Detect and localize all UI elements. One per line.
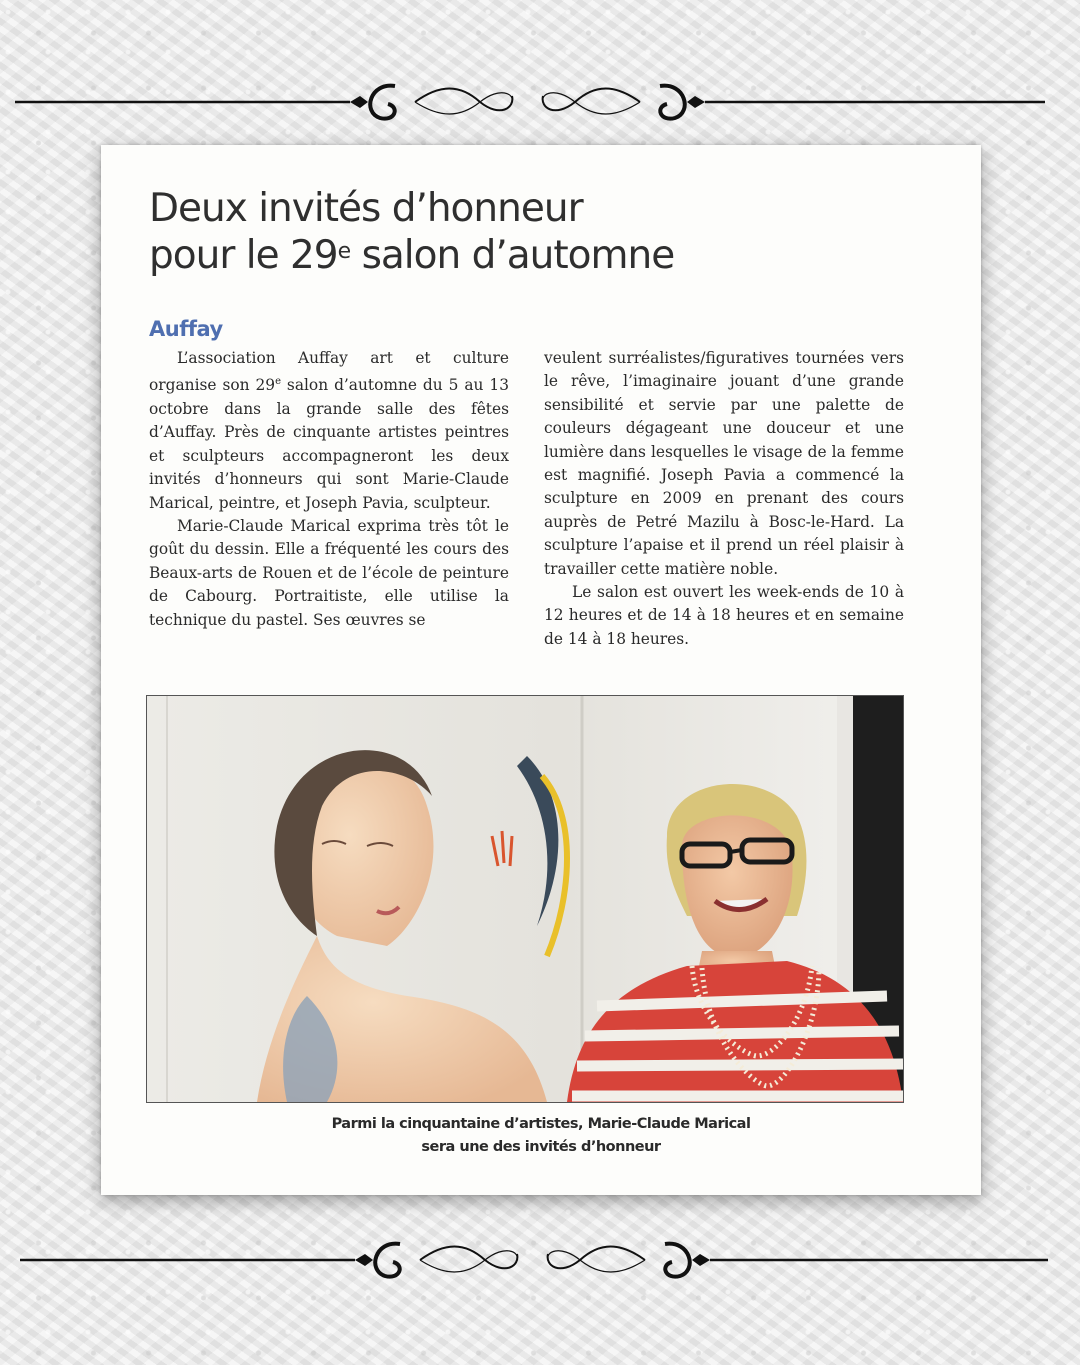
paragraph-1-end: salon d’automne du 5 au 13 octobre dans la grande salle des fêtes d’Auffay. Près de cinquante artistes peintres et sculpteurs accompagneront les deux invités d’honneurs qui sont Marie-Claude Marical, peintre, et Joseph Pavia, sculpteur. [149, 376, 510, 512]
article-column-right [544, 347, 904, 651]
bottom-scroll-ornament-icon [0, 1230, 1080, 1290]
article-paragraph-1 [149, 347, 509, 515]
caption-line-2: sera une des invités d’honneur [421, 1139, 661, 1155]
headline-line-1: Deux invités d’honneur [149, 186, 583, 231]
headline-line-2-start: pour le 29 [149, 233, 338, 278]
article-paragraph-3: Le salon est ouvert les week-ends de 10 à 12 heures et de 14 à 18 heures et en semaine de 14 à 18 heures. [544, 583, 904, 648]
headline-line-2-end: salon d’automne [350, 233, 675, 278]
paragraph-1-superscript: e [275, 376, 281, 388]
top-scroll-ornament-icon [0, 72, 1080, 132]
newspaper-clipping [101, 145, 981, 1195]
article-photo [146, 695, 904, 1103]
headline-superscript: e [337, 239, 351, 264]
article-headline [149, 185, 929, 279]
article-paragraph-2: Marie-Claude Marical exprima très tôt le goût du dessin. Elle a fréquenté les cours des Beaux-arts de Rouen et de l’école de peinture de Cabourg. Portraitiste, elle utilise la technique du pastel. Ses œuvres se [149, 516, 509, 629]
article-location: Auffay [149, 317, 223, 341]
caption-line-1: Parmi la cinquantaine d’artistes, Marie-Claude Marical [331, 1116, 751, 1132]
paragraph-1-start: L’association Auffay art et culture organise son 29 [149, 349, 509, 395]
article-paragraph-2-continued: veulent surréalistes/figuratives tournées vers le rêve, l’imaginaire jouant d’une grande sensibilité et servie par une palette de couleurs dégageant une douceur et une lumière dans lesquelles le visage de la femme est magnifié. Joseph Pavia a commencé la sculpture en 2009 en prenant des cours auprès de Petré Mazilu à Bosc-le-Hard. La sculpture l’apaise et il prend un réel plaisir à travailler cette matière noble. [544, 349, 904, 578]
photo-caption [101, 1113, 981, 1159]
photo-illustration [147, 696, 903, 1102]
article-column-left [149, 347, 509, 632]
